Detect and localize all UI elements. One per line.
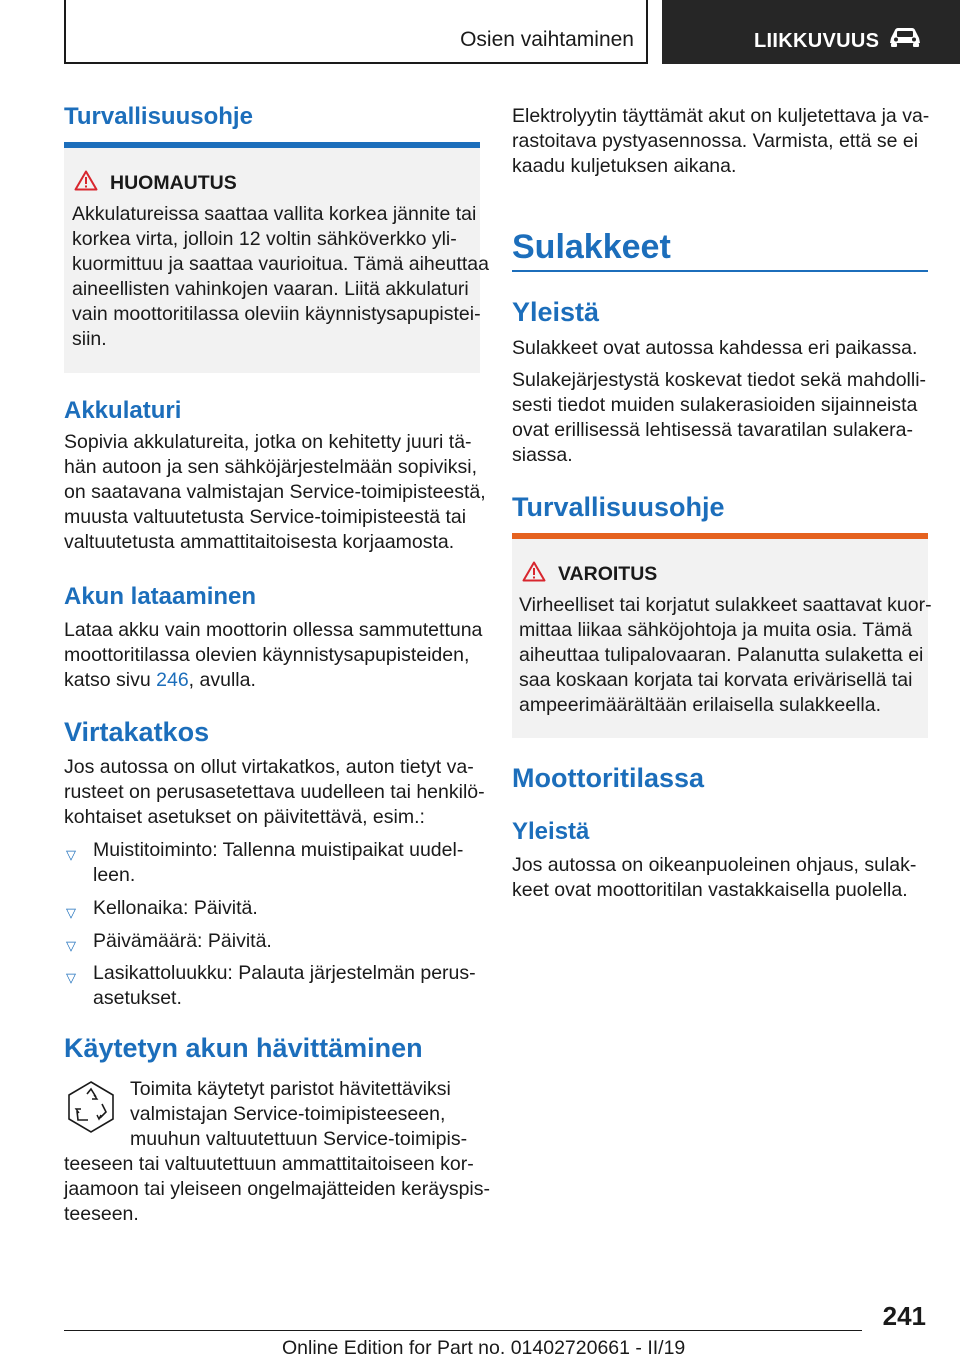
text-line: rusteet on perusasetettava uudelleen tai henkilö- (64, 781, 485, 803)
text-line: on saatavana valmistajan Service-toimipisteestä, (64, 481, 486, 503)
bullet-triangle-icon: ▽ (66, 847, 76, 862)
general-paragraph-1 (512, 336, 917, 361)
text-line: Akkulatureissa saattaa vallita korkea jännite tai (72, 203, 477, 225)
warning-triangle-icon (522, 561, 546, 582)
text-line: ovat erillisessä lehtisessä tavaratilan sulakera- (512, 419, 914, 441)
outage-paragraph (64, 755, 485, 830)
text-line: vain moottoritilassa oleviin käynnistysapupistei- (72, 303, 481, 325)
warning-title: VAROITUS (558, 563, 658, 585)
heading-rule (512, 270, 928, 272)
text-fragment: katso sivu (64, 669, 157, 691)
charging-paragraph (64, 618, 482, 693)
bullet-triangle-icon: ▽ (66, 905, 76, 920)
text-line: saa koskaan korjata tai korvata erivärisellä tai (519, 669, 913, 691)
text-line: aineellisten vahinkojen vaaran. Liitä akkulaturi (72, 278, 469, 300)
warning-box (512, 533, 932, 738)
recycle-icon (66, 1080, 116, 1134)
text-line: Lasikattoluukku: Palauta järjestelmän perus- (93, 962, 476, 984)
text-line: korkea virta, jolloin 12 voltin sähköverkko yli- (72, 228, 457, 250)
general-paragraph-2 (512, 368, 926, 468)
page-number: 241 (882, 1301, 926, 1331)
disposal-paragraph (64, 1152, 490, 1227)
safety-heading-left: Turvallisuusohje (64, 103, 253, 130)
text-line: ampeerimäärältään erilaisella sulakkeella. (519, 694, 882, 716)
text-line: siin. (72, 328, 107, 350)
bullet-triangle-icon: ▽ (66, 970, 76, 985)
text-line: aiheuttaa tulipalovaaran. Palanutta sulaketta ei (519, 644, 924, 666)
text-line: Virheelliset tai korjatut sulakkeet saattavat kuor- (519, 594, 932, 616)
text-line: sesti tiedot muiden sulakerasioiden sijainneista (512, 394, 918, 416)
text-line: Toimita käytetyt paristot hävitettäviksi (130, 1078, 451, 1100)
chapter-tab[interactable] (662, 0, 960, 64)
section-title: Osien vaihtaminen (460, 28, 634, 51)
text-line: Jos autossa on oikeanpuoleinen ohjaus, sulak- (512, 854, 917, 876)
footer-rule (64, 1330, 862, 1331)
text-line: Kellonaika: Päivitä. (93, 897, 258, 919)
notice-title: HUOMAUTUS (110, 172, 237, 194)
text-line: muusta valtuutetusta Service-toimipisteestä tai (64, 506, 467, 528)
text-line: Sopivia akkulatureita, jotka on kehitetty juuri tä- (64, 431, 472, 453)
notice-bar (64, 142, 480, 148)
text-line: leen. (93, 864, 136, 886)
disposal-paragraph-indented (130, 1077, 467, 1152)
outage-heading: Virtakatkos (64, 717, 210, 747)
warning-triangle-icon (74, 170, 98, 191)
fuses-heading: Sulakkeet (512, 228, 671, 266)
text-line: Sulakkeet ovat autossa kahdessa eri paikassa. (512, 337, 918, 359)
text-line: keet ovat moottoritilan vastakkaisella puolella. (512, 879, 908, 901)
general-heading: Yleistä (512, 297, 600, 327)
text-line: Päivämäärä: Päivitä. (93, 930, 272, 952)
text-line: Elektrolyytin täyttämät akut on kuljetettava ja va- (512, 105, 930, 127)
warning-bar (512, 533, 928, 539)
text-line: Jos autossa on ollut virtakatkos, auton tietyt va- (64, 756, 474, 778)
header-section-box (64, 0, 648, 64)
text-line: teeseen. (64, 1203, 139, 1225)
edition-text: Online Edition for Part no. 01402720661 - II/19 (282, 1337, 686, 1359)
engine-heading: Moottoritilassa (512, 763, 705, 793)
text-line: valtuutetusta ammattitaitoisesta korjaamosta. (64, 531, 455, 553)
text-line: rastoitava pystyasennossa. Varmista, että se ei (512, 130, 919, 152)
engine-paragraph (512, 853, 916, 903)
text-line: Lataa akku vain moottorin ollessa sammutettuna (64, 619, 483, 641)
text-line: kuormittuu ja saattaa vaurioitua. Tämä aiheuttaa (72, 253, 489, 275)
notice-text (72, 202, 489, 352)
charger-heading: Akkulaturi (64, 397, 182, 424)
text-line: jaamoon tai yleiseen ongelmajätteiden keräyspis- (64, 1178, 490, 1200)
text-line: kohtaiset asetukset on päivitettävä, esim.: (64, 806, 425, 828)
text-line: Sulakejärjestystä koskevat tiedot sekä mahdolli- (512, 369, 927, 391)
text-line: valmistajan Service-toimipisteeseen, (130, 1103, 446, 1125)
charger-paragraph (64, 430, 486, 555)
text-fragment: , avulla. (188, 669, 256, 691)
intro-paragraph (512, 104, 929, 179)
chapter-label: LIIKKUVUUS (754, 30, 880, 52)
text-line: kaadu kuljetuksen aikana. (512, 155, 737, 177)
text-line: Muistitoiminto: Tallenna muistipaikat uudel- (93, 839, 464, 861)
text-line: mittaa liikaa sähköjohtoja ja muita osia. Tämä (519, 619, 913, 641)
warning-text (519, 593, 932, 718)
text-line: asetukset. (93, 987, 182, 1009)
car-icon (888, 26, 922, 48)
bullet-triangle-icon: ▽ (66, 938, 76, 953)
text-line: moottoritilassa olevien käynnistysapupisteiden, (64, 644, 470, 666)
engine-general-heading: Yleistä (512, 818, 590, 845)
disposal-heading: Käytetyn akun hävittäminen (64, 1033, 423, 1063)
text-line: teeseen tai valtuutettuun ammattitaitoiseen kor- (64, 1153, 474, 1175)
safety-heading-right: Turvallisuusohje (512, 492, 725, 522)
notice-box (64, 142, 489, 373)
text-line: muuhun valtuutettuun Service-toimipis- (130, 1128, 468, 1150)
text-line: hän autoon ja sen sähköjärjestelmään sopiviksi, (64, 456, 477, 478)
text-line (64, 668, 482, 693)
text-line: siassa. (512, 444, 573, 466)
charging-heading: Akun lataaminen (64, 583, 257, 610)
page-link[interactable]: 246 (156, 669, 189, 691)
